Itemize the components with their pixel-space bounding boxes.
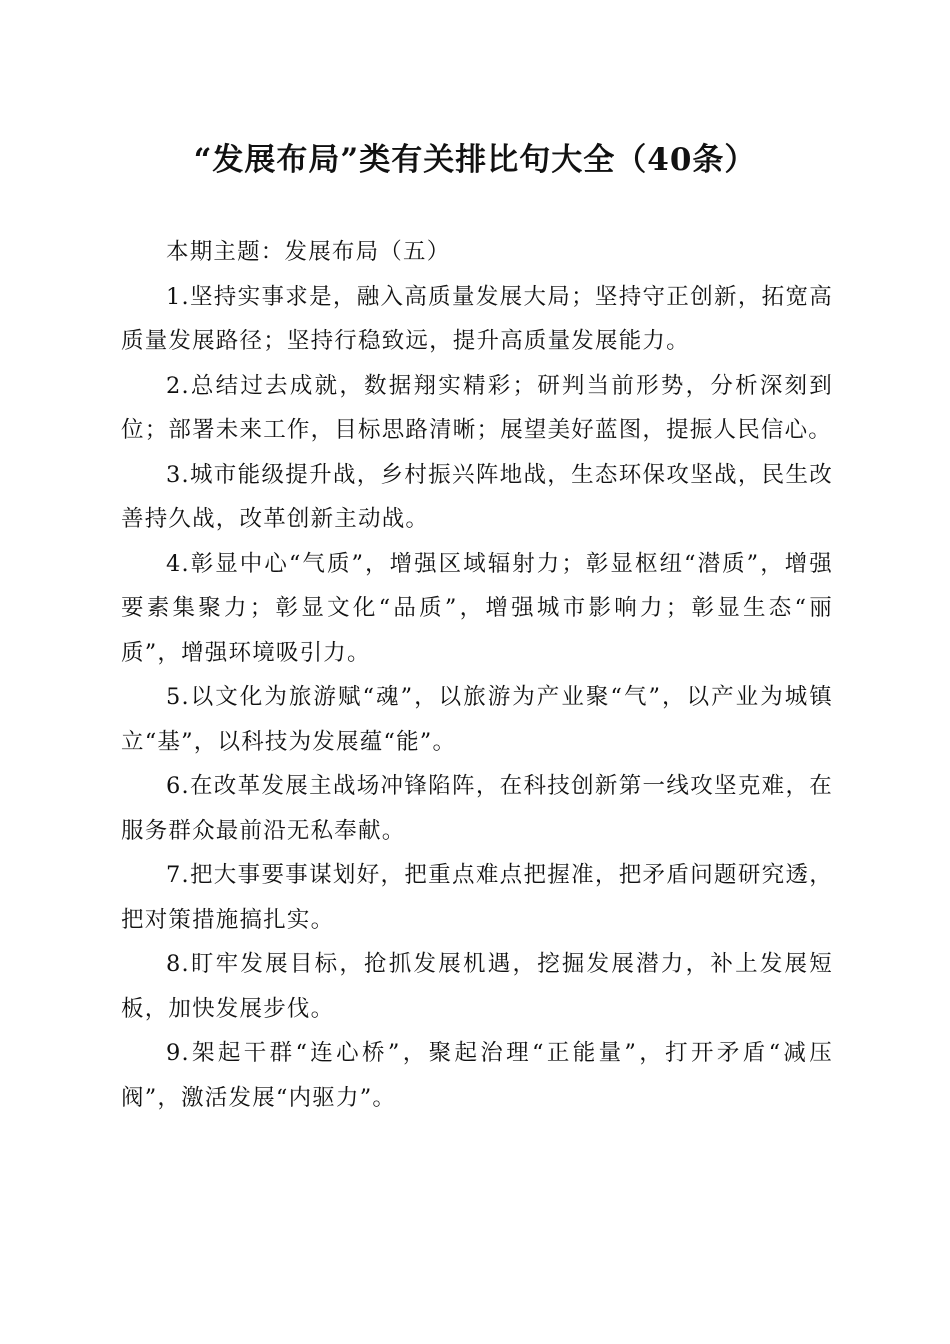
document-title: “发展布局”类有关排比句大全（40条） — [193, 142, 757, 178]
paragraph-item-8: 8.盯牢发展目标，抢抓发展机遇，挖掘发展潜力，补上发展短板，加快发展步伐。 — [121, 951, 833, 1022]
paragraph-item-1: 1.坚持实事求是，融入高质量发展大局；坚持守正创新，拓宽高质量发展路径；坚持行稳致远，提升高质量发展能力。 — [121, 283, 833, 354]
paragraph-item-4: 4.彰显中心“气质”，增强区域辐射力；彰显枢纽“潜质”，增强要素集聚力；彰显文化“品质”，增强城市影响力；彰显生态“丽质”，增强环境吸引力。 — [121, 550, 833, 666]
paragraph-item-2: 2.总结过去成就，数据翔实精彩；研判当前形势，分析深刻到位；部署未来工作，目标思路清晰；展望美好蓝图，提振人民信心。 — [121, 372, 833, 443]
document-body — [121, 230, 833, 1120]
paragraph-theme: 本期主题：发展布局（五） — [166, 239, 451, 265]
paragraph-item-9: 9.架起干群“连心桥”，聚起治理“正能量”，打开矛盾“减压阀”，激活发展“内驱力”。 — [121, 1040, 833, 1111]
paragraph-item-3: 3.城市能级提升战，乡村振兴阵地战，生态环保攻坚战，民生改善持久战，改革创新主动战。 — [121, 461, 833, 532]
paragraph-item-6: 6.在改革发展主战场冲锋陷阵，在科技创新第一线攻坚克难，在服务群众最前沿无私奉献。 — [121, 773, 833, 844]
paragraph-item-7: 7.把大事要事谋划好，把重点难点把握准，把矛盾问题研究透，把对策措施搞扎实。 — [121, 862, 833, 933]
paragraph-item-5: 5.以文化为旅游赋“魂”，以旅游为产业聚“气”，以产业为城镇立“基”，以科技为发展蕴“能”。 — [121, 684, 833, 755]
